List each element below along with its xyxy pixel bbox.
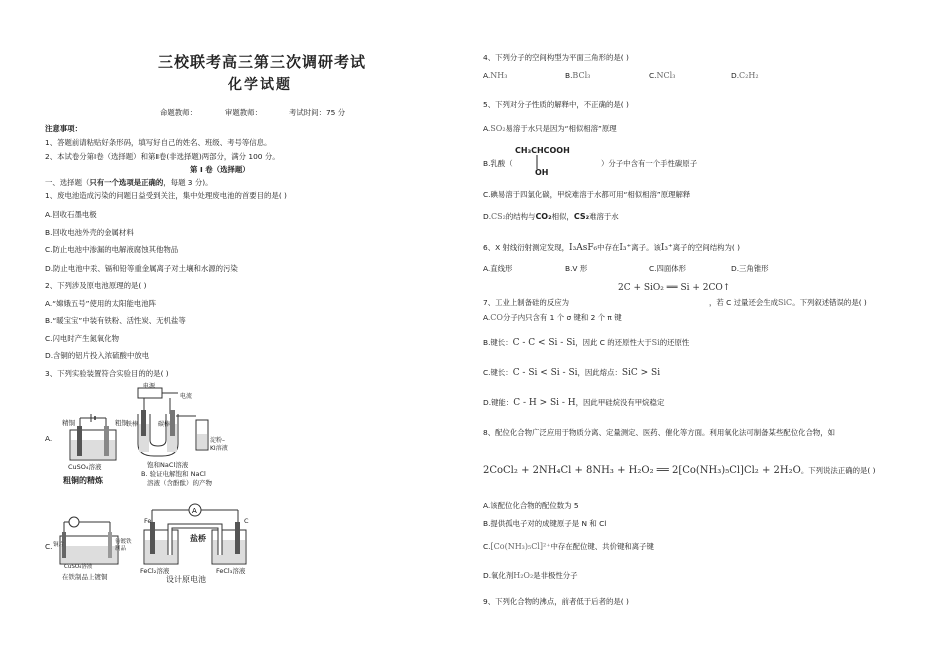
q4-option-b: B.BCl₃ bbox=[565, 71, 591, 80]
q1-option-a: A.回收石墨电极 bbox=[45, 210, 97, 219]
q8-stem: 8、配位化合物广泛应用于物质分离、定量测定、医药、催化等方面。利用氧化法可制备某些配位化合物，如 bbox=[483, 428, 836, 437]
fig-a-label: A. bbox=[45, 434, 53, 443]
q1-option-d: D.防止电池中汞、镉和铅等重金属离子对土壤和水源的污染 bbox=[45, 264, 238, 273]
fig-a-caption: 粗铜的精炼 bbox=[63, 476, 103, 485]
note-1: 1、答题前请粘贴好条形码，填写好自己的姓名、班级、考号等信息。 bbox=[45, 138, 272, 147]
q8-option-d: D.氧化剂H₂O₂是非极性分子 bbox=[483, 571, 578, 580]
q8-option-b: B.提供孤电子对的成键原子是 N 和 Cl bbox=[483, 519, 607, 528]
q7-equation: 2C + SiO₂ ══ Si + 2CO↑ bbox=[618, 283, 731, 293]
setter-label: 命题教师： bbox=[160, 108, 197, 117]
fig-d-c: C bbox=[244, 517, 249, 525]
fig-b-caption-2: 溶液（含酚酞）的产物 bbox=[147, 479, 212, 487]
q4-stem: 4、下列分子的空间构型为平面三角形的是( ) bbox=[483, 53, 629, 62]
exam-subject: 化学试题 bbox=[228, 77, 292, 93]
q6-option-d: D.三角锥形 bbox=[731, 264, 769, 273]
lactic-bond-line bbox=[533, 155, 541, 169]
fig-c-plate: 待镀铁 bbox=[115, 539, 132, 545]
q2-option-c: C.闪电时产生氮氧化物 bbox=[45, 334, 120, 343]
part-instructions: 一、选择题（只有一个选项是正确的，每题 3 分)。 bbox=[45, 178, 213, 187]
q7-stem: 7、工业上制备硅的反应为 ，若 C 过量还会生成SiC。下列叙述错误的是( ) bbox=[483, 298, 867, 307]
section1-title: 第 Ⅰ 卷（选择题） bbox=[190, 165, 250, 174]
q6-option-b: B.V 形 bbox=[565, 264, 588, 273]
fig-b-nacl: 饱和NaCl溶液 bbox=[147, 461, 189, 469]
fig-d-fecl3: FeCl₃溶液 bbox=[216, 567, 246, 575]
q6-stem: 6、X 射线衍射测定发现，I₃AsF₆中存在I₃⁺离子。该I₃⁺离子的空间结构为( ) bbox=[483, 243, 741, 253]
fig-b-ki-label: 淀粉– bbox=[210, 437, 226, 444]
fig-d-fe: Fe bbox=[144, 517, 152, 525]
fig-c-copper: 铜片 bbox=[53, 542, 65, 548]
q3-stem: 3、下列实验装置符合实验目的的是( ) bbox=[45, 369, 169, 378]
q7-option-a: A.CO分子内只含有 1 个 σ 键和 2 个 π 键 bbox=[483, 313, 622, 322]
lactic-acid-formula: CH₃CHCOOH bbox=[515, 146, 570, 155]
reviewer-label: 审题教师： bbox=[225, 108, 262, 117]
q4-option-a: A.NH₃ bbox=[483, 71, 508, 80]
q8-option-a: A.该配位化合物的配位数为 5 bbox=[483, 501, 579, 510]
fig-a-pure-copper: 精铜 bbox=[62, 419, 75, 427]
q2-option-b: B.“暖宝宝”中装有铁粉、活性炭、无机盐等 bbox=[45, 316, 186, 325]
q7-option-c: C.键长：C - Si < Si - Si，因此熔点：SiC > Si bbox=[483, 368, 661, 378]
q8-equation-line: 2CoCl₂ + 2NH₄Cl + 8NH₃ + H₂O₂ ══ 2[Co(NH₃)₅Cl]Cl₂ + 2H₂O。下列说法正确的是( ) bbox=[483, 465, 876, 476]
q9-stem: 9、下列化合物的沸点，前者低于后者的是( ) bbox=[483, 597, 629, 606]
q6-option-a: A.直线形 bbox=[483, 264, 513, 273]
q1-stem: 1、废电池造成污染的问题日益受到关注，集中处理废电池的首要目的是( ) bbox=[45, 191, 287, 200]
fig-b-iron-rod: 铁棒 bbox=[126, 421, 139, 428]
q5-option-b-post: ）分子中含有一个手性碳原子 bbox=[601, 159, 698, 168]
q5-stem: 5、下列对分子性质的解释中，不正确的是( ) bbox=[483, 100, 629, 109]
fig-d-fecl2: FeCl₂溶液 bbox=[140, 567, 170, 575]
fig-c-label: C. bbox=[45, 542, 53, 551]
fig-a-crude-copper: 粗铜 bbox=[115, 419, 128, 427]
fig-c-caption: 在铁制品上镀铜 bbox=[62, 573, 108, 581]
q6-option-c: C.四面体形 bbox=[649, 264, 687, 273]
exam-time: 考试时间：75 分 bbox=[289, 108, 346, 117]
q4-option-c: C.NCl₃ bbox=[649, 71, 676, 80]
fig-b-caption: B. 验证电解饱和 NaCl bbox=[141, 470, 206, 478]
q2-stem: 2、下列涉及原电池原理的是( ) bbox=[45, 281, 147, 290]
q2-option-d: D.含铜的铝片投入浓硫酸中放电 bbox=[45, 351, 150, 360]
q1-option-b: B.回收电池外壳的金属材料 bbox=[45, 228, 134, 237]
fig-b-carbon-rod: 碳棒 bbox=[158, 421, 171, 428]
q5-option-a: A.SO₂易溶于水只是因为“相似相溶”原理 bbox=[483, 124, 617, 133]
fig-d-caption: 设计原电池 bbox=[166, 575, 206, 584]
q2-option-a: A.“嫦娥五号”使用的太阳能电池阵 bbox=[45, 299, 157, 308]
lactic-oh: OH bbox=[535, 168, 549, 177]
q4-option-d: D.C₂H₂ bbox=[731, 71, 759, 80]
exam-title: 三校联考高三第三次调研考试 bbox=[158, 53, 367, 71]
q5-option-c: C.碘易溶于四氯化碳，甲烷难溶于水都可用“相似相溶”原理解释 bbox=[483, 190, 691, 199]
q7-option-b: B.键长：C - C < Si - Si，因此 C 的还原性大于Si的还原性 bbox=[483, 338, 690, 348]
note-2: 2、本试卷分第Ⅰ卷（选择题）和第Ⅱ卷(非选择题)两部分，满分 100 分。 bbox=[45, 152, 280, 161]
q1-option-c: C.防止电池中渗漏的电解液腐蚀其他物品 bbox=[45, 245, 179, 254]
fig-b-current: 电流 bbox=[180, 393, 193, 400]
q5-option-d: D.CS₂的结构与CO₂相似，CS₂难溶于水 bbox=[483, 212, 619, 221]
fig-b-power: 电源 bbox=[143, 383, 156, 390]
svg-text:A: A bbox=[192, 507, 197, 515]
fig-d-salt-bridge: 盐桥 bbox=[190, 534, 206, 543]
q5-option-b-pre: B.乳酸（ bbox=[483, 159, 513, 168]
fig-a-solution: CuSO₄溶液 bbox=[68, 463, 102, 471]
notes-heading: 注意事项： bbox=[45, 124, 82, 133]
fig-c-solution: CuSO₄溶液 bbox=[64, 564, 93, 570]
fig-c-plate-2: 制品 bbox=[115, 546, 127, 552]
fig-b-ki-label-2: KI溶液 bbox=[210, 445, 228, 452]
q7-option-d: D.键能：C - H > Si - H，因此甲硅烷没有甲烷稳定 bbox=[483, 398, 665, 408]
q8-option-c: C.[Co(NH₃)₅Cl]²⁺中存在配位键、共价键和离子键 bbox=[483, 542, 654, 551]
